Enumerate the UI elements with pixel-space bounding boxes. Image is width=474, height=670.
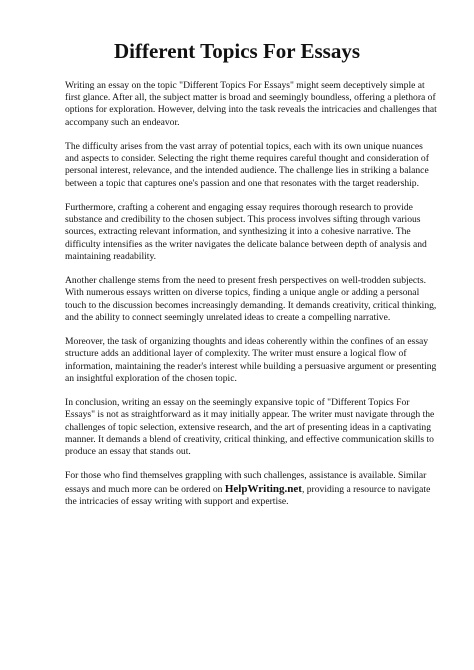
paragraph-organization: Moreover, the task of organizing thoughts and ideas coherently within the confines of an essay structure adds an additional layer of complexity. The writer must ensure a logical flow of information, maintaining the reader's interest while building a persuasive argument or presenting an insightful exploration of the chosen topic. (65, 336, 437, 384)
document-title: Different Topics For Essays (114, 39, 360, 63)
paragraph-perspectives: Another challenge stems from the need to present fresh perspectives on well-trodden subjects. With numerous essays written on diverse topics, finding a unique angle or adding a personal touch to the discussion becomes increasingly demanding. It demands creativity, critical thinking, and the ability to connect seemingly unrelated ideas to create a compelling narrative. (65, 275, 437, 323)
paragraph-research: Furthermore, crafting a coherent and engaging essay requires thorough research to provide substance and credibility to the chosen subject. This process involves sifting through various sources, extracting relevant information, and synthesizing it into a cohesive narrative. The difficulty intensifies as the writer navigates the delicate balance between depth of analysis and maintaining readability. (65, 202, 427, 262)
paragraph-assistance (65, 470, 437, 508)
helpwriting-link[interactable]: HelpWriting.net (224, 482, 302, 495)
document-body (65, 80, 437, 520)
assistance-text-after: , providing a resource to navigate the intricacies of essay writing with support and expertise. (65, 483, 431, 507)
assistance-text-before: For those who find themselves grappling with such challenges, assistance is available. Similar essays and much more can be ordered on (65, 470, 427, 495)
paragraph-difficulty: The difficulty arises from the vast array of potential topics, each with its own unique nuances and aspects to consider. Selecting the right theme requires careful thought and consideration of personal interest, relevance, and the intended audience. The challenge lies in striking a balance between a topic that captures one's passion and one that resonates with the target readership. (65, 141, 429, 189)
paragraph-intro: Writing an essay on the topic "Different Topics For Essays" might seem deceptively simple at first glance. After all, the subject matter is broad and seemingly boundless, offering a plethora of options for exploration. However, delving into the task reveals the intricacies and challenges that accompany such an endeavor. (65, 80, 437, 128)
paragraph-conclusion: In conclusion, writing an essay on the seemingly expansive topic of "Different Topics For Essays" is not as straightforward as it may initially appear. The writer must navigate through the challenges of topic selection, extensive research, and the art of presenting ideas in a captivating manner. It demands a blend of creativity, critical thinking, and effective communication skills to produce an essay that stands out. (65, 397, 435, 458)
